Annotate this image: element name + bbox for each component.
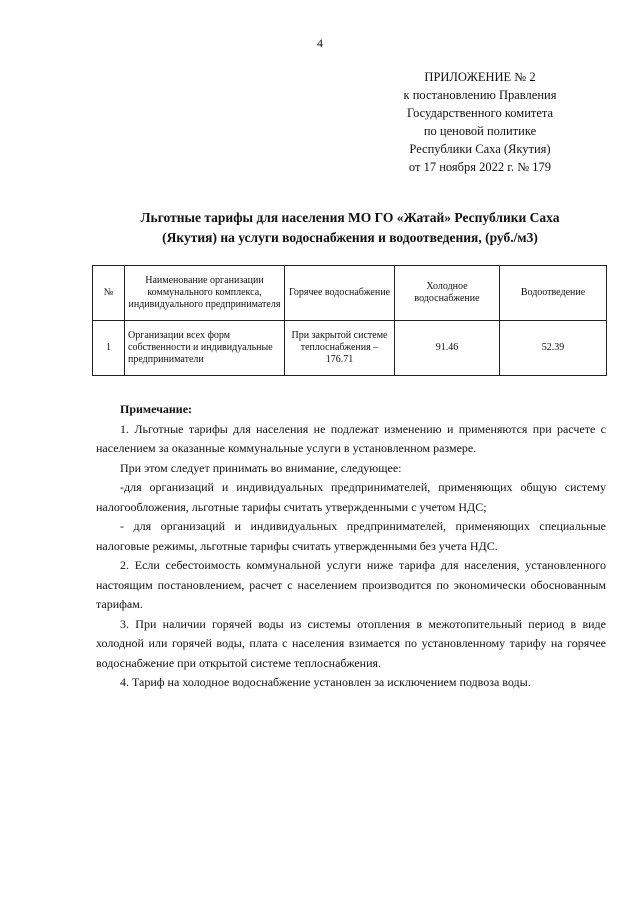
notes-title: Примечание:: [120, 402, 193, 416]
cell-hot-water: При закрытой системе теплоснабжения – 176.71: [285, 321, 395, 376]
appendix-line: Республики Саха (Якутия): [409, 142, 551, 156]
page-number: 4: [317, 36, 323, 50]
appendix-line: от 17 ноября 2022 г. № 179: [408, 160, 552, 174]
appendix-line: по ценовой политике: [423, 124, 537, 138]
note-paragraph: При этом следует принимать во внимание, следующее:: [120, 460, 402, 475]
appendix-line: ПРИЛОЖЕНИЕ № 2: [424, 70, 536, 84]
note-paragraph: 4. Тариф на холодное водоснабжение установлен за исключением подвоза воды.: [120, 675, 531, 689]
note-paragraph: - для организаций и индивидуальных предпринимателей, применяющих специальные налоговые режимы, льготные тарифы считать утвержденными без учета НДС.: [96, 519, 606, 553]
note-paragraph: 2. Если себестоимость коммунальной услуги ниже тарифа для населения, установленного настоящим постановлением, расчет с населением производится по экономически обоснованным тарифам.: [96, 558, 606, 611]
note-paragraph: -для организаций и индивидуальных предпринимателей, применяющих общую систему налогообложения, льготные тарифы считать утвержденными с учетом НДС;: [96, 480, 606, 514]
header-organization: Наименование организации коммунального комплекса, индивидуального предпринимателя: [125, 266, 285, 321]
note-paragraph: 3. При наличии горячей воды из системы отопления в межотопительный период в виде холодной или горячей воды, плата с населения взимается по установленному тарифу на горячее водоснабжение при открытой системе теплоснабжения.: [96, 616, 606, 670]
document-title-line: (Якутия) на услуги водоснабжения и водоотведения, (руб./м3): [162, 230, 538, 245]
document-title: [90, 208, 610, 248]
document-title-line: Льготные тарифы для населения МО ГО «Жатай» Республики Саха: [140, 210, 560, 225]
table-row: [93, 321, 607, 376]
header-drainage: Водоотведение: [500, 266, 607, 321]
cell-number: 1: [93, 321, 125, 376]
note-paragraph: 1. Льготные тарифы для населения не подлежат изменению и применяются при расчете с населением за оказанные коммунальные услуги в установленном размере.: [96, 421, 606, 455]
notes-section: [96, 400, 606, 693]
header-number: №: [93, 266, 125, 321]
appendix-block: [380, 68, 580, 176]
cell-organization: Организации всех форм собственности и индивидуальные предприниматели: [125, 321, 285, 376]
appendix-line: к постановлению Правления: [403, 88, 557, 102]
tariff-table: [92, 265, 607, 376]
table-header-row: [93, 266, 607, 321]
cell-cold-water: 91.46: [395, 321, 500, 376]
cell-drainage: 52.39: [500, 321, 607, 376]
header-cold-water: Холодное водоснабжение: [395, 266, 500, 321]
header-hot-water: Горячее водоснабжение: [285, 266, 395, 321]
appendix-line: Государственного комитета: [406, 106, 554, 120]
